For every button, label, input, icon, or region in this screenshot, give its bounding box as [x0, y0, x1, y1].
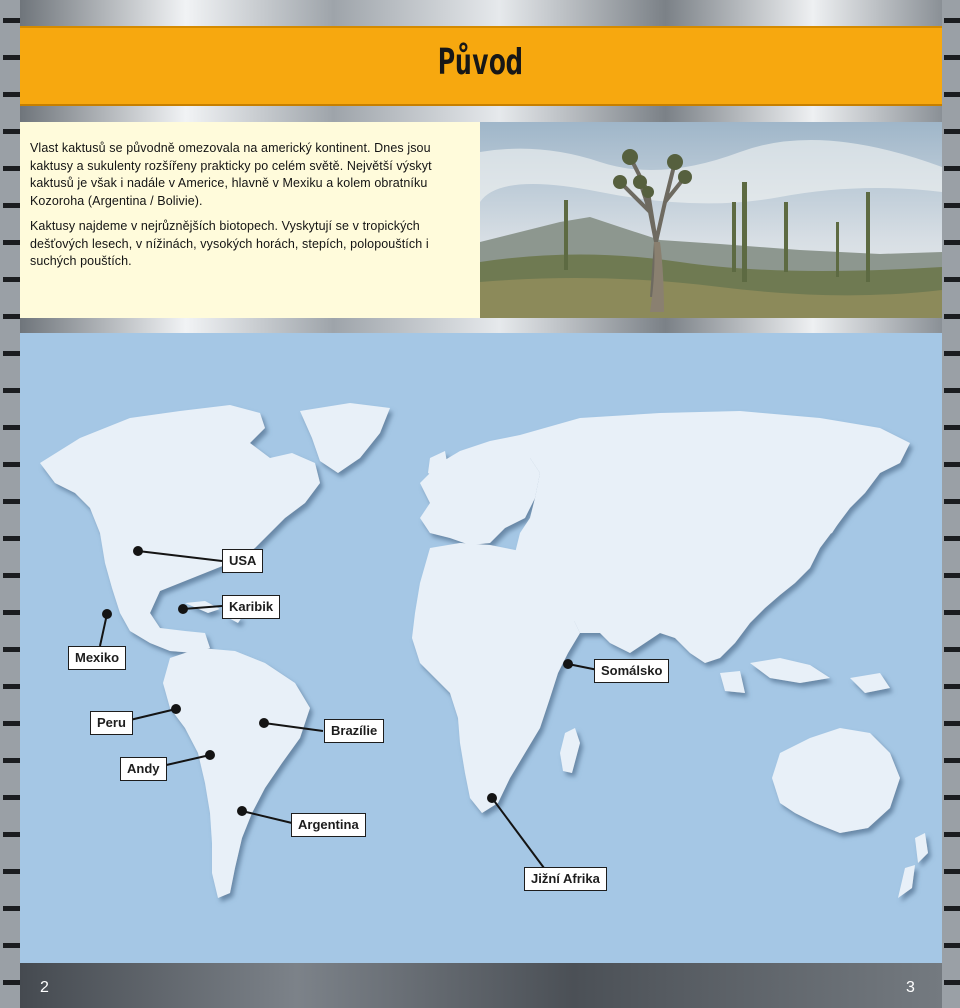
metal-strip-under-header [20, 106, 942, 122]
map-label-jizni-afrika: Jižní Afrika [524, 867, 607, 891]
map-label-peru: Peru [90, 711, 133, 735]
new-zealand-shape [898, 833, 928, 898]
world-map-graphic [20, 333, 942, 963]
indonesia-shape [720, 658, 890, 693]
metal-strip-above-map [20, 318, 942, 333]
europe-shape [420, 435, 540, 545]
top-metal-strip [20, 0, 942, 26]
continents [40, 403, 928, 898]
binding-holes-right [944, 0, 960, 1008]
intro-paragraph-1: Vlast kaktusů se původně omezovala na americký kontinent. Dnes jsou kaktusy a sukulenty rozšířeny prakticky po celém světě. Největší výskyt kaktusů je však i nadále v Americe, hlavně v Mexiku a kolem obratníku Kozoroha (Argentina / Bolivie). [30, 141, 432, 208]
world-map [20, 333, 942, 963]
page-title: Původ [437, 42, 522, 83]
bottom-metal-strip [20, 963, 942, 1008]
map-label-usa: USA [222, 549, 263, 573]
map-label-karibik: Karibik [222, 595, 280, 619]
map-label-andy: Andy [120, 757, 167, 781]
map-label-argentina: Argentina [291, 813, 366, 837]
page-number-left: 2 [40, 979, 49, 996]
map-label-brazilie: Brazílie [324, 719, 384, 743]
map-label-mexiko: Mexiko [68, 646, 126, 670]
cactus-landscape-photo [480, 122, 942, 318]
page-header [20, 26, 942, 106]
map-label-somalsko: Somálsko [594, 659, 669, 683]
page-number-right: 3 [906, 979, 915, 996]
intro-paragraph-2: Kaktusy najdeme v nejrůznějších biotopech. Vyskytují se v tropických dešťových lesech, v nížinách, vysokých horách, stepích, polopouštích i suchých pouštích. [30, 219, 429, 268]
australia-shape [772, 728, 900, 833]
madagascar-shape [560, 728, 580, 773]
south-america-shape [163, 648, 310, 898]
intro-text-panel [20, 122, 480, 318]
